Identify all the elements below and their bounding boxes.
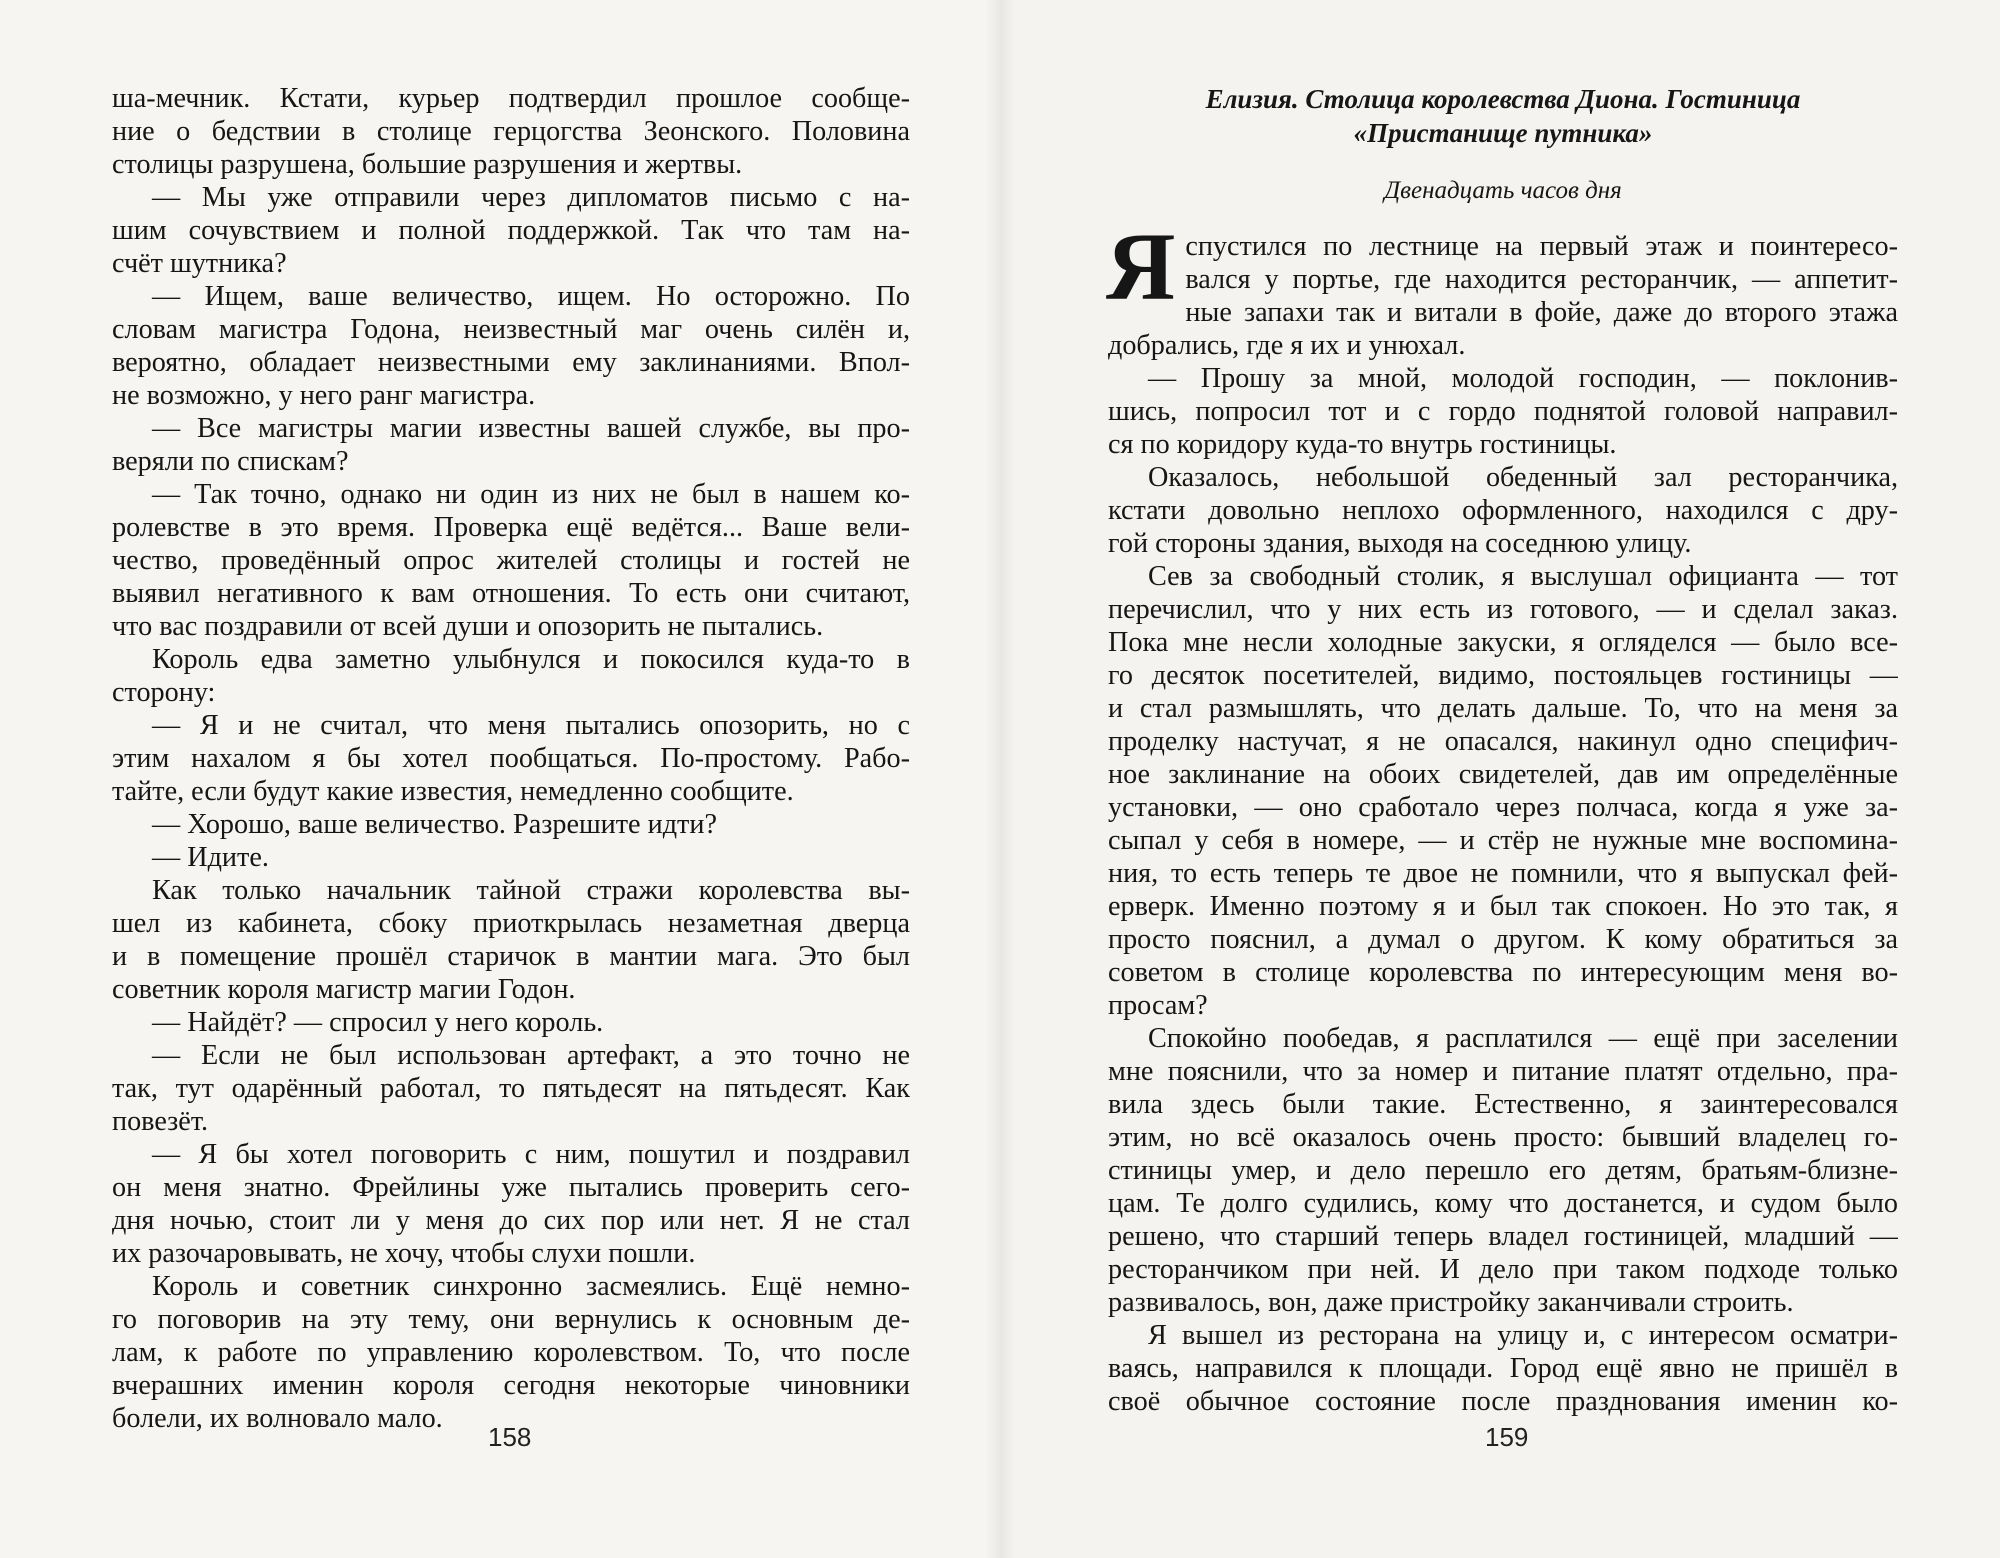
text-line: шел из кабинета, сбоку приоткрылась незаметная дверца [112,908,910,939]
text-line: тайте, если будут какие известия, немедленно сообщите. [112,776,794,807]
text-line: Король едва заметно улыбнулся и покосился куда-то в [152,644,910,675]
text-line: шись, попросил тот и с гордо поднятой головой направил- [1108,396,1898,427]
text-line: — Мы уже отправили через дипломатов письмо с на- [152,182,910,213]
text-line: и стал размышлять, что делать дальше. То, что на меня за [1108,693,1898,724]
book-gutter [985,0,1015,1558]
text-line: решено, что старший теперь владел гостиницей, младший — [1108,1221,1898,1252]
left-page-text [112,82,910,1435]
text-line: ние о бедствии в столице герцогства Зеонского. Половина [112,116,910,147]
text-line: советом в столице королевства по интересующим меня во- [1108,957,1898,988]
text-line: ресторанчиком при ней. И дело при таком подходе только [1108,1254,1898,1285]
text-line: счёт шутника? [112,248,287,279]
chapter-heading-line-2: «Пристанище путника» [1353,118,1653,148]
text-line: болели, их волновало мало. [112,1403,443,1434]
text-line: мне пояснили, что за номер и питание платят отдельно, пра- [1108,1056,1898,1087]
text-line: вероятно, обладает неизвестными ему заклинаниями. Впол- [112,347,910,378]
text-line: ное заклинание на обоих свидетелей, дав им определённые [1108,759,1898,790]
text-line: го поговорив на эту тему, они вернулись к основным де- [112,1304,910,1335]
text-line: этим, но всё оказалось очень просто: бывший владелец го- [1108,1122,1898,1153]
text-line: ерверк. Именно поэтому я и был так спокоен. Но это так, я [1108,891,1898,922]
text-line: Пока мне несли холодные закуски, я огляделся — было все- [1108,627,1898,658]
text-line: — Так точно, однако ни один из них не был в нашем ко- [152,479,910,510]
text-line: советник короля магистр магии Годон. [112,974,576,1005]
text-line: этим нахалом я бы хотел пообщаться. По-простому. Рабо- [112,743,910,774]
text-line: дня ночью, стоит ли у меня до сих пор или нет. Я не стал [112,1205,910,1236]
text-line: вчерашних именин короля сегодня некоторые чиновники [112,1370,910,1401]
text-line: Как только начальник тайной стражи королевства вы- [152,875,910,906]
text-line: просам? [1108,990,1208,1021]
text-line: что вас поздравили от всей души и опозорить не пытались. [112,611,824,642]
right-page [1000,0,2000,1558]
time-caption: Двенадцать часов дня [1384,177,1622,204]
text-line: го десяток посетителей, видимо, постояльцев гостиницы — [1108,660,1898,691]
text-line: ния, то есть теперь те двое не помнили, что я выпускал фей- [1108,858,1898,889]
text-line: цам. Те долго судились, кому что достанется, и судом было [1108,1188,1898,1219]
drop-cap: Я [1106,213,1176,320]
text-line: ваясь, направился к площади. Город ещё явно не пришёл в [1108,1353,1898,1384]
text-line: — Прошу за мной, молодой господин, — поклонив- [1148,363,1898,394]
text-line: — Я бы хотел поговорить с ним, пошутил и поздравил [152,1139,910,1170]
text-line: Король и советник синхронно засмеялись. Ещё немно- [152,1271,910,1302]
text-line: добрались, где я их и унюхал. [1108,330,1466,361]
text-line: вался у портье, где находится ресторанчик, — аппетит- [1185,264,1898,295]
text-line: ся по коридору куда-то внутрь гостиницы. [1108,429,1617,460]
text-line: он меня знатно. Фрейлины уже пытались проверить сего- [112,1172,910,1203]
text-line: просто пояснил, а думал о другом. К кому обратиться за [1108,924,1898,955]
text-line: — Найдёт? — спросил у него король. [152,1007,604,1038]
chapter-heading-line-1: Елизия. Столица королевства Диона. Гостиница [1205,84,1801,114]
text-line: так, тут одарённый работал, то пятьдесят на пятьдесят. Как [112,1073,910,1104]
text-line: лам, к работе по управлению королевством. То, что после [112,1337,910,1368]
text-line: не возможно, у него ранг магистра. [112,380,536,411]
text-line: выявил негативного к вам отношения. То есть они считают, [112,578,910,609]
text-line: ные запахи так и витали в фойе, даже до второго этажа [1185,297,1898,328]
text-line: сторону: [112,677,216,708]
text-line: сыпал у себя в номере, — и стёр не нужные мне воспомина- [1108,825,1898,856]
text-line: гой стороны здания, выходя на соседнюю улицу. [1108,528,1692,559]
text-line: — Хорошо, ваше величество. Разрешите идти? [152,809,717,840]
right-page-number: 159 [1485,1422,1529,1452]
right-page-body [1108,296,1898,1418]
text-line: повезёт. [112,1106,209,1137]
right-page-text [1108,82,1898,1418]
text-line: Я вышел из ресторана на улицу и, с интересом осматри- [1148,1320,1898,1351]
text-line: вила здесь были такие. Естественно, я заинтересовался [1108,1089,1898,1120]
text-line: установки, — оно сработало через полчаса, когда я уже за- [1108,792,1898,823]
text-line: кстати довольно неплохо оформленного, находился с дру- [1108,495,1898,526]
text-line: веряли по спискам? [112,446,349,477]
text-line: развивалось, вон, даже пристройку заканчивали строить. [1108,1287,1794,1318]
text-line: проделку настучат, я не опасался, накинул одно специфич- [1108,726,1898,757]
text-line: — Я и не считал, что меня пытались опозорить, но с [152,710,910,741]
text-line: Сев за свободный столик, я выслушал официанта — тот [1148,561,1898,592]
text-line: словам магистра Годона, неизвестный маг очень силён и, [112,314,910,345]
text-line: их разочаровывать, не хочу, чтобы слухи пошли. [112,1238,696,1269]
text-line: стиницы умер, и дело перешло его детям, братьям-близне- [1108,1155,1898,1186]
text-line: ша-мечник. Кстати, курьер подтвердил прошлое сообще- [112,83,910,114]
text-line: и в помещение прошёл старичок в мантии мага. Это был [112,941,910,972]
text-line: своё обычное состояние после празднования именин ко- [1108,1386,1898,1417]
text-line: чество, проведённый опрос жителей столицы и гостей не [112,545,910,576]
text-line: шим сочувствием и полной поддержкой. Так что там на- [112,215,910,246]
text-line: — Все магистры магии известны вашей службе, вы про- [152,413,910,444]
text-line: ролевстве в это время. Проверка ещё ведётся... Ваше вели- [112,512,910,543]
text-line: спустился по лестнице на первый этаж и поинтересо- [1185,231,1898,262]
text-line: столицы разрушена, большие разрушения и жертвы. [112,149,743,180]
text-line: — Ищем, ваше величество, ищем. Но осторожно. По [152,281,910,312]
left-page-number: 158 [488,1422,532,1452]
text-line: перечислил, что у них есть из готового, — и сделал заказ. [1108,594,1898,625]
text-line: — Идите. [152,842,269,873]
text-line: Оказалось, небольшой обеденный зал ресторанчика, [1148,462,1898,493]
text-line: Спокойно пообедав, я расплатился — ещё при заселении [1148,1023,1898,1054]
text-line: — Если не был использован артефакт, а это точно не [152,1040,910,1071]
